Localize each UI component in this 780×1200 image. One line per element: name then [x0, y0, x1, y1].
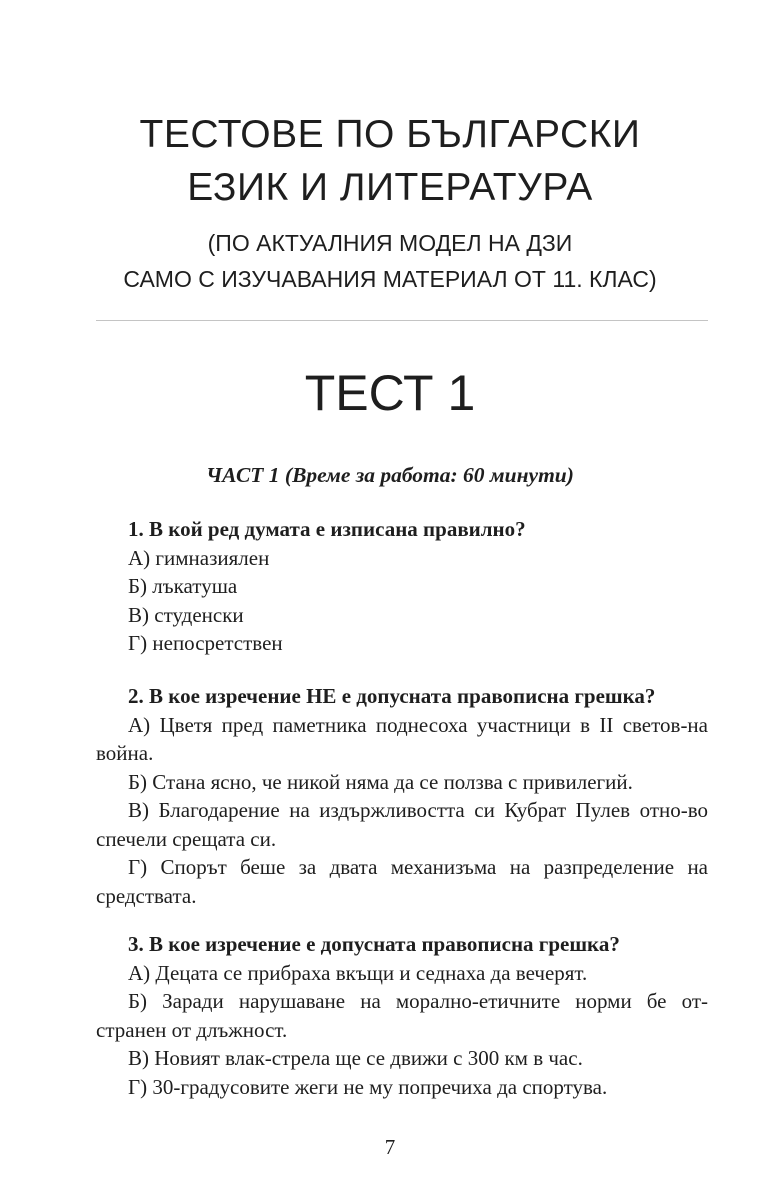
question-3-option-d: Г) 30-градусовите жеги не му попречиха да спортува. — [128, 1074, 608, 1099]
book-subtitle-line-1: (ПО АКТУАЛНИЯ МОДЕЛ НА ДЗИ — [207, 230, 573, 256]
question-2-option-d: Г) Спорът беше за двата механизъма на разпределение на средствата. — [96, 855, 708, 908]
question-1 — [96, 515, 708, 658]
question-1-option-a: А) гимназиялен — [128, 545, 270, 570]
test-title: ТЕСТ 1 — [304, 365, 476, 421]
book-title — [0, 108, 780, 214]
question-2 — [96, 682, 708, 910]
question-2-option-b: Б) Стана ясно, че никой няма да се ползва с привилегий. — [128, 769, 633, 794]
question-2-text: 2. В кое изречение НЕ е допусната правописна грешка? — [128, 684, 656, 708]
question-3 — [96, 930, 708, 1101]
page-number: 7 — [384, 1135, 396, 1159]
question-3-option-c: В) Новият влак-стрела ще се движи с 300 км в час. — [128, 1046, 583, 1070]
question-1-option-c: В) студенски — [128, 602, 244, 627]
question-3-option-b: Б) Заради нарушаване на морално-етичните норми бе от-странен от длъжност. — [96, 989, 708, 1042]
book-subtitle — [0, 225, 780, 297]
book-title-line-1: ТЕСТОВЕ ПО БЪЛГАРСКИ — [139, 113, 641, 156]
book-title-line-2: ЕЗИК И ЛИТЕРАТУРА — [187, 166, 593, 209]
question-1-option-b: Б) лъкатуша — [128, 574, 238, 598]
part-heading: ЧАСТ 1 (Време за работа: 60 минути) — [206, 463, 574, 487]
book-subtitle-line-2: САМО С ИЗУЧАВАНИЯ МАТЕРИАЛ ОТ 11. КЛАС) — [123, 266, 657, 292]
question-3-text: 3. В кое изречение е допусната правописна грешка? — [128, 932, 620, 956]
section-divider — [96, 320, 708, 321]
question-2-option-a: А) Цветя пред паметника поднесоха участници в II светов-на война. — [96, 712, 708, 765]
question-1-text: 1. В кой ред думата е изписана правилно? — [128, 517, 526, 541]
question-1-option-d: Г) непосретствен — [128, 631, 283, 655]
question-2-option-c: В) Благодарение на издържливостта си Кубрат Пулев отно-во спечели срещата си. — [96, 798, 708, 851]
question-3-option-a: А) Децата се прибраха вкъщи и седнаха да вечерят. — [128, 960, 588, 985]
